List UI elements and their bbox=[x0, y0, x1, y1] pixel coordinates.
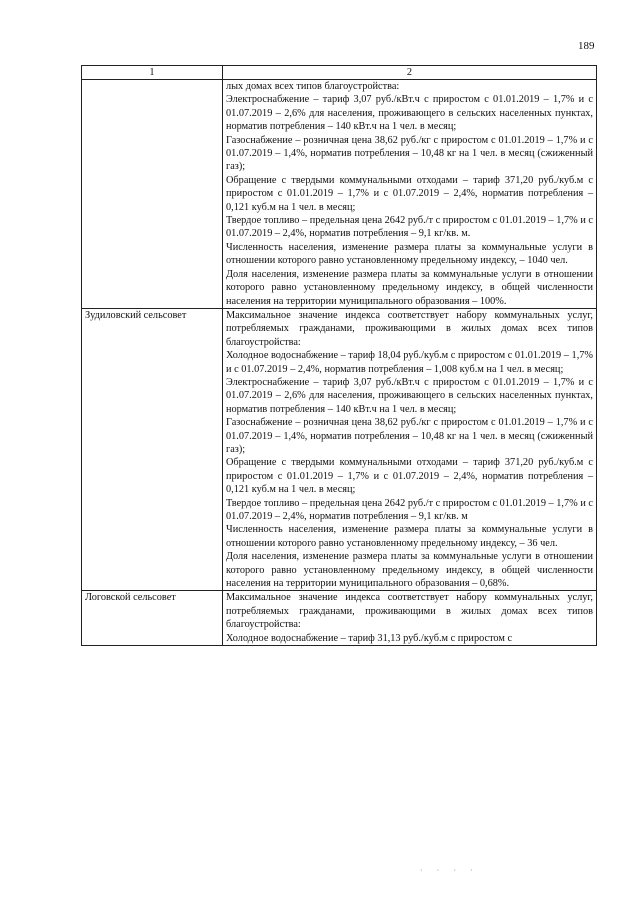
table-body bbox=[82, 80, 597, 646]
municipality-name: Зудиловский сельсовет bbox=[82, 308, 223, 591]
description-paragraph: Доля населения, изменение размера платы за коммунальные услуги в отношении которого равно установленному предельному индексу, в общей численности населения на территории муниципального образования – 100%. bbox=[226, 268, 593, 307]
description-paragraph: Холодное водоснабжение – тариф 31,13 руб./куб.м с приростом с bbox=[226, 632, 513, 644]
table-header-row bbox=[82, 66, 597, 80]
description-paragraph: Газоснабжение – розничная цена 38,62 руб./кг с приростом с 01.01.2019 – 1,7% и с 01.07.2019 – 1,4%, норматив потребления – 10,48 кг на 1 чел. в месяц (сжиженный газ); bbox=[226, 134, 593, 173]
description-paragraph: Холодное водоснабжение – тариф 18,04 руб./куб.м с приростом с 01.01.2019 – 1,7% и с 01.07.2019 – 2,4%, норматив потребления – 1,008 куб.м на 1 чел. в месяц; bbox=[226, 350, 593, 375]
description-paragraph: Обращение с твердыми коммунальными отходами – тариф 371,20 руб./куб.м с приростом с 01.01.2019 – 1,7% и с 01.07.2019 – 2,4%, норматив потребления – 0,121 куб.м на 1 чел. в месяц; bbox=[226, 174, 593, 213]
table-row bbox=[82, 591, 597, 646]
tariff-description bbox=[223, 80, 597, 309]
description-paragraph: Электроснабжение – тариф 3,07 руб./кВт.ч с приростом с 01.01.2019 – 1,7% и с 01.07.2019 – 2,6% для населения, проживающего в сельских населенных пунктах, норматив потребления – 140 кВт.ч на 1 чел. в месяц; bbox=[226, 376, 593, 415]
description-paragraph: Численность населения, изменение размера платы за коммунальные услуги в отношении которого равно установленному предельному индексу, – 1040 чел. bbox=[226, 241, 593, 267]
description-paragraph: Максимальное значение индекса соответствует набору коммунальных услуг, потребляемых гражданами, проживающими в жилых домах всех типов благоустройства: bbox=[226, 309, 593, 348]
description-paragraph: Газоснабжение – розничная цена 38,62 руб./кг с приростом с 01.01.2019 – 1,7% и с 01.07.2019 – 1,4%, норматив потребления – 10,48 кг на 1 чел. в месяц (сжиженный газ); bbox=[226, 417, 593, 455]
description-paragraph: Электроснабжение – тариф 3,07 руб./кВт.ч с приростом с 01.01.2019 – 1,7% и с 01.07.2019 – 2,6% для населения, проживающего в сельских населенных пунктах, норматив потребления – 140 кВт.ч на 1 чел. в месяц; bbox=[226, 94, 593, 133]
description-paragraph: Численность населения, изменение размера платы за коммунальные услуги в отношении которого равно установленному предельному индексу, – 36 чел. bbox=[226, 524, 593, 549]
table-row bbox=[82, 308, 597, 591]
description-paragraph: Максимальное значение индекса соответствует набору коммунальных услуг, потребляемых гражданами, проживающими в жилых домах всех типов благоустройства: bbox=[226, 592, 593, 631]
municipality-name: Логовской сельсовет bbox=[82, 591, 223, 646]
description-paragraph: Доля населения, изменение размера платы за коммунальные услуги в отношении которого равно установленному предельному индексу, в общей численности населения на территории муниципального образования – 0,68%. bbox=[226, 551, 593, 590]
scan-artifacts: · · · · bbox=[420, 866, 479, 875]
municipal-tariff-table bbox=[81, 65, 597, 646]
column-header-2: 2 bbox=[223, 66, 597, 80]
tariff-description bbox=[223, 591, 597, 646]
table-row bbox=[82, 80, 597, 309]
page-number: 189 bbox=[578, 40, 595, 52]
column-header-1: 1 bbox=[82, 66, 223, 80]
description-paragraph: Твердое топливо – предельная цена 2642 руб./т с приростом с 01.01.2019 – 1,7% и с 01.07.2019 – 2,4%, норматив потребления – 9,1 кг/кв. м bbox=[226, 497, 593, 522]
description-paragraph: Обращение с твердыми коммунальными отходами – тариф 371,20 руб./куб.м с приростом с 01.01.2019 – 1,7% и с 01.07.2019 – 2,4%, норматив потребления – 0,121 куб.м на 1 чел. в месяц; bbox=[226, 457, 593, 496]
description-paragraph: Твердое топливо – предельная цена 2642 руб./т с приростом с 01.01.2019 – 1,7% и с 01.07.2019 – 2,4%, норматив потребления – 9,1 кг/кв. м. bbox=[226, 215, 593, 240]
description-paragraph: лых домах всех типов благоустройства: bbox=[226, 81, 400, 92]
tariff-description bbox=[223, 308, 597, 591]
municipality-name bbox=[82, 80, 223, 309]
